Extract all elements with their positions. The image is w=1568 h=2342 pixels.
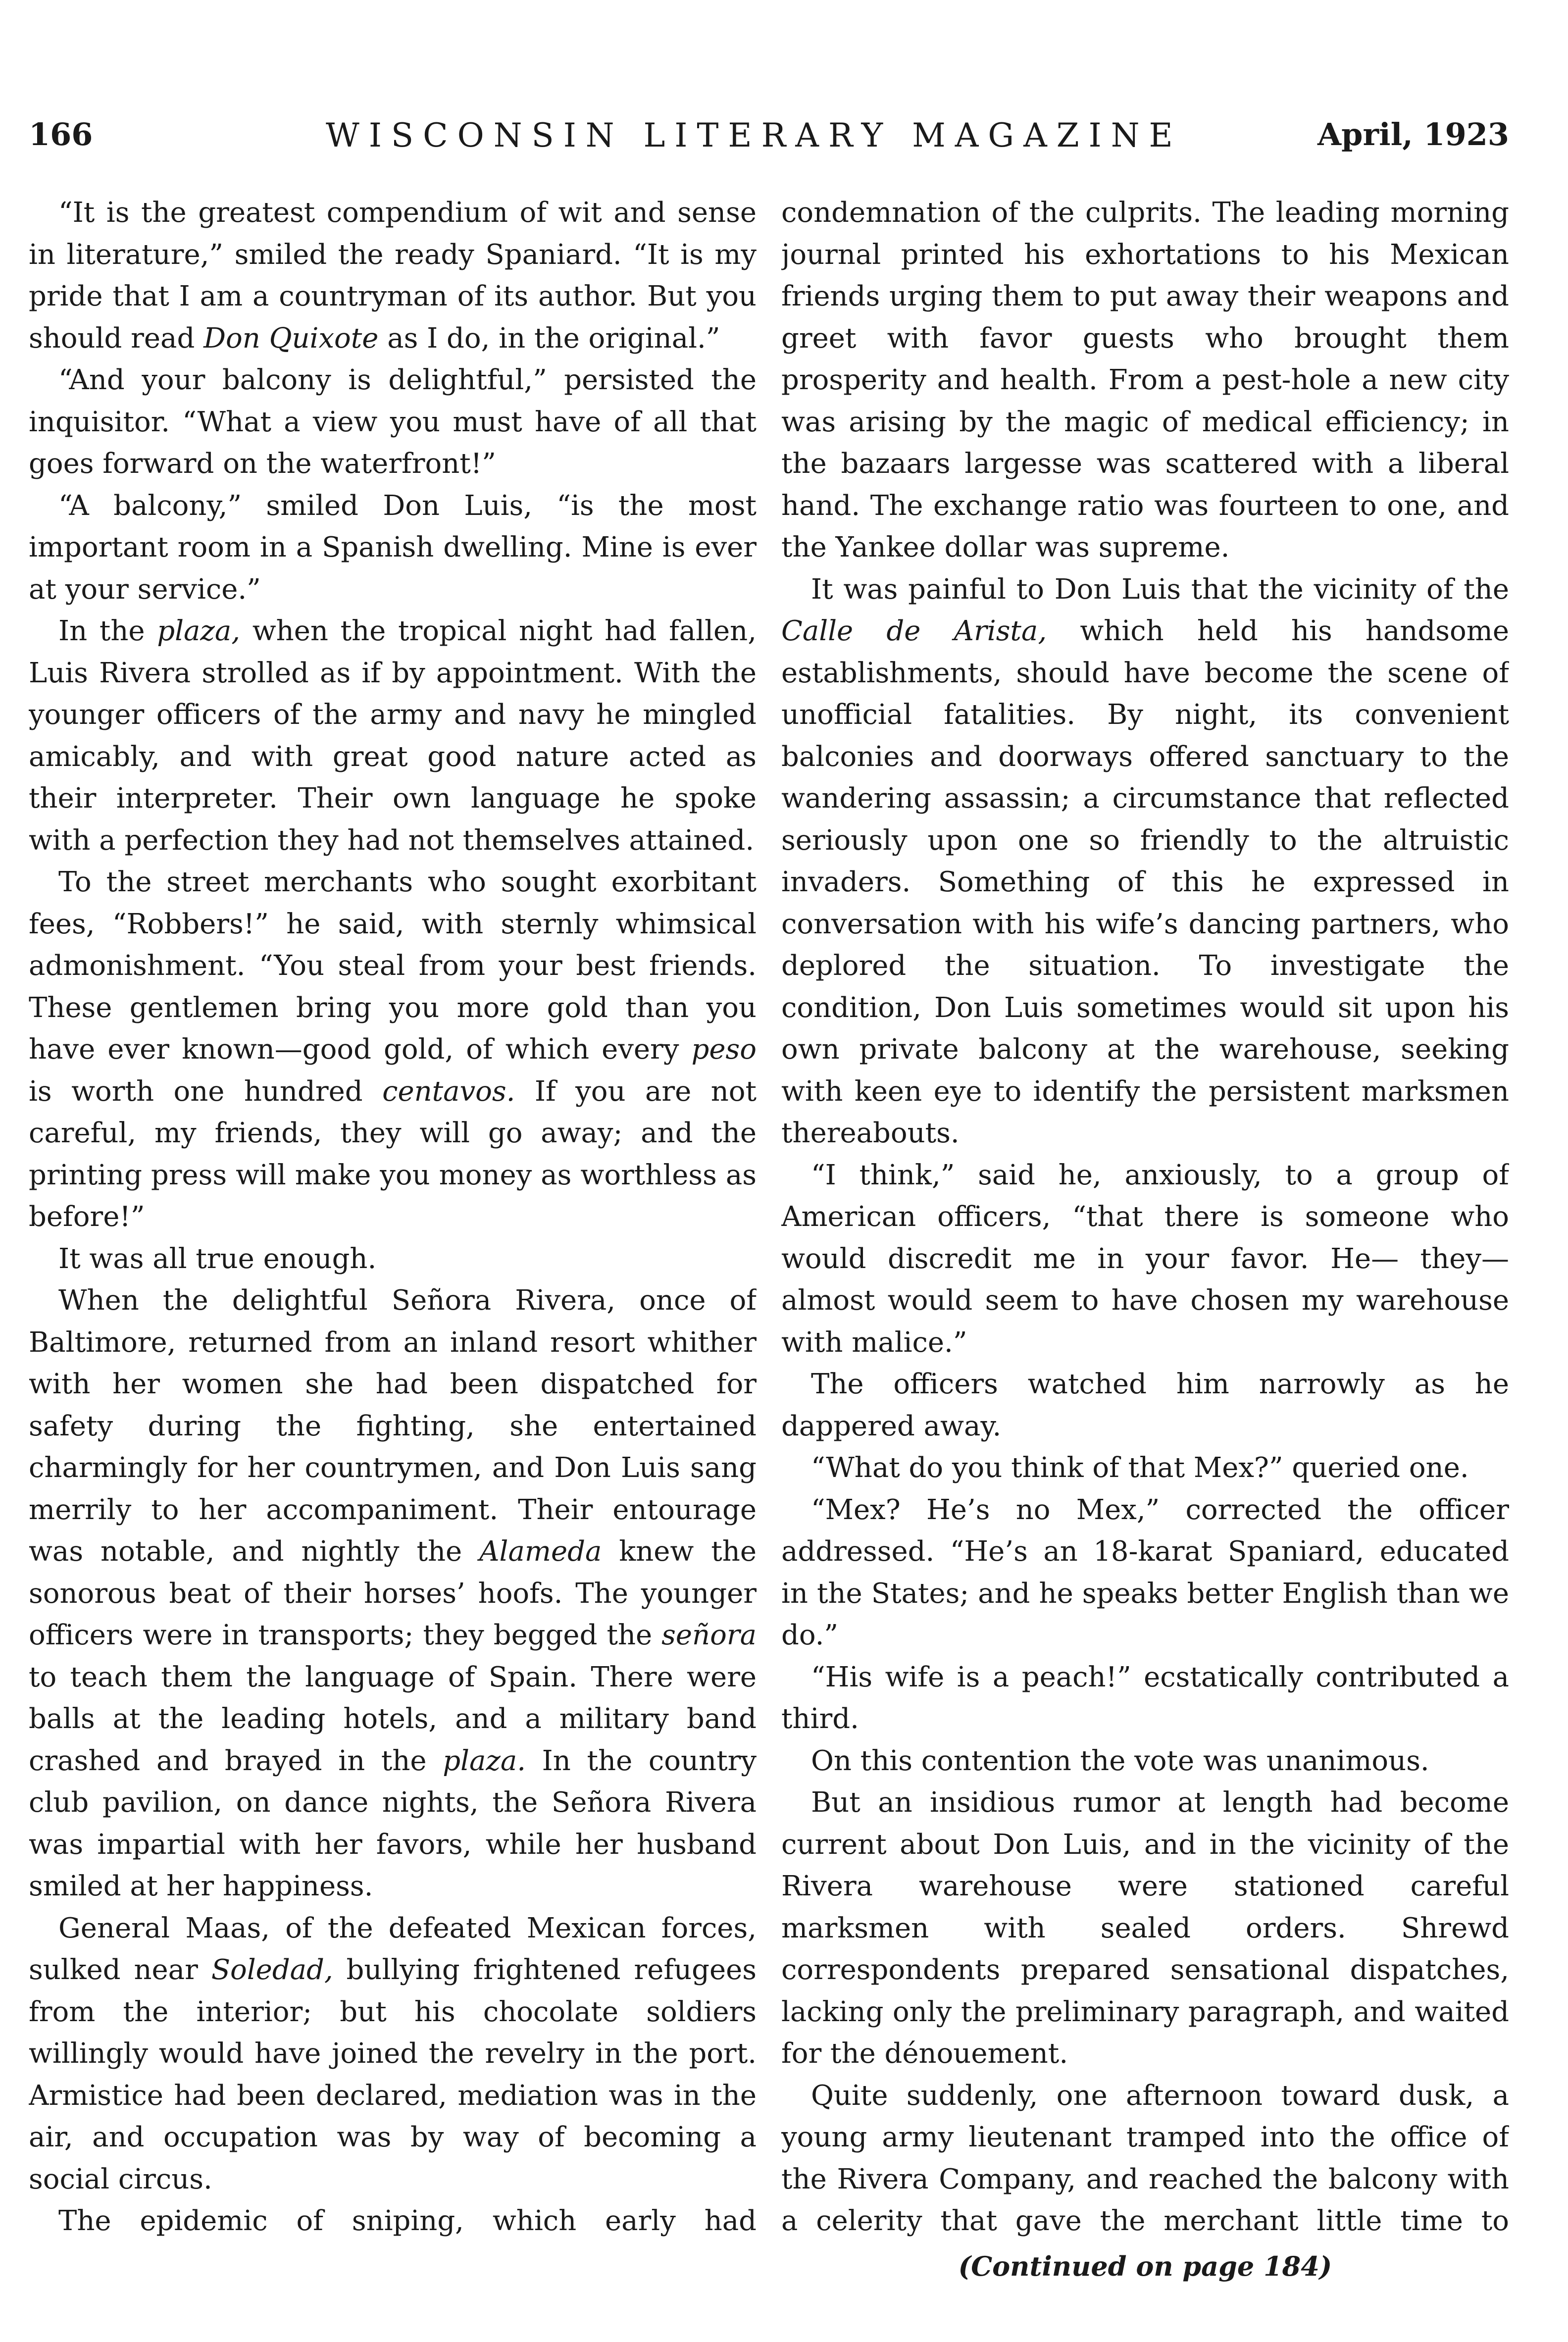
- paragraph: But an insidious rumor at length had become current about Don Luis, and in the vicinity of the Rivera warehouse were stationed careful marksmen with sealed orders. Shrewd correspondents prepared sensational dispatches, lacking only the preliminary paragraph, and waited for the dénouement.: [781, 1786, 1509, 2070]
- paragraph: “What do you think of that Mex?” queried one.: [811, 1452, 1469, 1484]
- paragraph: When the delightful Señora Rivera, once of Baltimore, returned from an inland resort whither with her women she had been dispatched for safety during the fighting, she entertained charmingly for her countrymen, and Don Luis sang merrily to her accompaniment. Their entourage was notable, and nightly the Alameda knew the sonorous beat of their horses’ hoofs. The younger officers were in transports; they begged the señora to teach them the language of Spain. There were balls at the leading hotels, and a military band crashed and brayed in the plaza. In the country club pavilion, on dance nights, the Señora Rivera was impartial with her favors, while her husband smiled at her happiness.: [29, 1284, 757, 1902]
- paragraph: “And your balcony is delightful,” persisted the inquisitor. “What a view you must have of all that goes forward on the waterfront!”: [29, 364, 757, 480]
- paragraph: condemnation of the culprits. The leading morning journal printed his exhortations to his Mexican friends urging them to put away their weapons and greet with favor guests who brought them prosperity and health. From a pest-hole a new city was arising by the magic of medical efficiency; in the bazaars largesse was scattered with a liberal hand. The exchange ratio was fourteen to one, and the Yankee dollar was supreme.: [781, 197, 1509, 563]
- paragraph: “I think,” said he, anxiously, to a group of American officers, “that there is someone who would discredit me in your favor. He— they— almost would seem to have chosen my warehouse with malice.”: [781, 1159, 1509, 1359]
- issue-date: April, 1923: [1317, 116, 1509, 153]
- paragraph: “A balcony,” smiled Don Luis, “is the most important room in a Spanish dwelling. Mine is ever at your service.”: [29, 489, 757, 606]
- paragraph: The officers watched him narrowly as he dappered away.: [781, 1368, 1509, 1442]
- paragraph: It was painful to Don Luis that the vicinity of the Calle de Arista, which held his handsome establishments, should have become the scene of unofficial fatalities. By night, its convenient balconies and doorways offered sanctuary to the wandering assassin; a circumstance that reflected seriously upon one so friendly to the altruistic invaders. Something of this he expressed in conversation with his wife’s dancing partners, who deplored the situation. To investigate the condition, Don Luis sometimes would sit upon his own private balcony at the warehouse, seeking with keen eye to identify the persistent marksmen thereabouts.: [781, 573, 1509, 1149]
- paragraph: In the plaza, when the tropical night had fallen, Luis Rivera strolled as if by appointment. With the younger officers of the army and navy he mingled amicably, and with great good nature acted as their interpreter. Their own language he spoke with a perfection they had not themselves attained.: [29, 615, 757, 857]
- magazine-title: WISCONSIN LITERARY MAGAZINE: [326, 116, 1182, 154]
- page-number: 166: [29, 116, 93, 153]
- paragraph: “His wife is a peach!” ecstatically contributed a third.: [781, 1661, 1509, 1735]
- book-title: Don Quixote: [203, 322, 379, 355]
- paragraph: “Mex? He’s no Mex,” corrected the officer addressed. “He’s an 18-karat Spaniard, educated in the States; and he speaks better English than we do.”: [781, 1493, 1509, 1651]
- page-header: [29, 116, 1509, 161]
- paragraph: “It is the greatest compendium of wit and sense in literature,” smiled the ready Spaniard. “It is my pride that I am a countryman of its author. But you should read Don Quixote as I do, in the original.”: [29, 197, 757, 355]
- paragraph: General Maas, of the defeated Mexican forces, sulked near Soledad, bullying frightened refugees from the interior; but his chocolate soldiers willingly would have joined the revelry in the port. Armistice had been declared, mediation was in the air, and occupation was by way of becoming a social circus.: [29, 1912, 757, 2195]
- right-column: [781, 192, 1509, 2247]
- continued-note: (Continued on page 184): [958, 2250, 1332, 2282]
- left-column: [29, 192, 757, 2247]
- paragraph: To the street merchants who sought exorbitant fees, “Robbers!” he said, with sternly whimsical admonishment. “You steal from your best friends. These gentlemen bring you more gold than you have ever known—good gold, of which every peso is worth one hundred centavos. If you are not careful, my friends, they will go away; and the printing press will make you money as worthless as before!”: [29, 866, 757, 1233]
- paragraph: On this contention the vote was unanimous.: [811, 1744, 1429, 1777]
- paragraph: The epidemic of sniping, which early had: [58, 2205, 757, 2237]
- paragraph: It was all true enough.: [58, 1242, 377, 1275]
- paragraph: Quite suddenly, one afternoon toward dusk, a young army lieutenant tramped into the office of the Rivera Company, and reached the balcony with a celerity that gave the merchant little time to: [781, 2079, 1509, 2237]
